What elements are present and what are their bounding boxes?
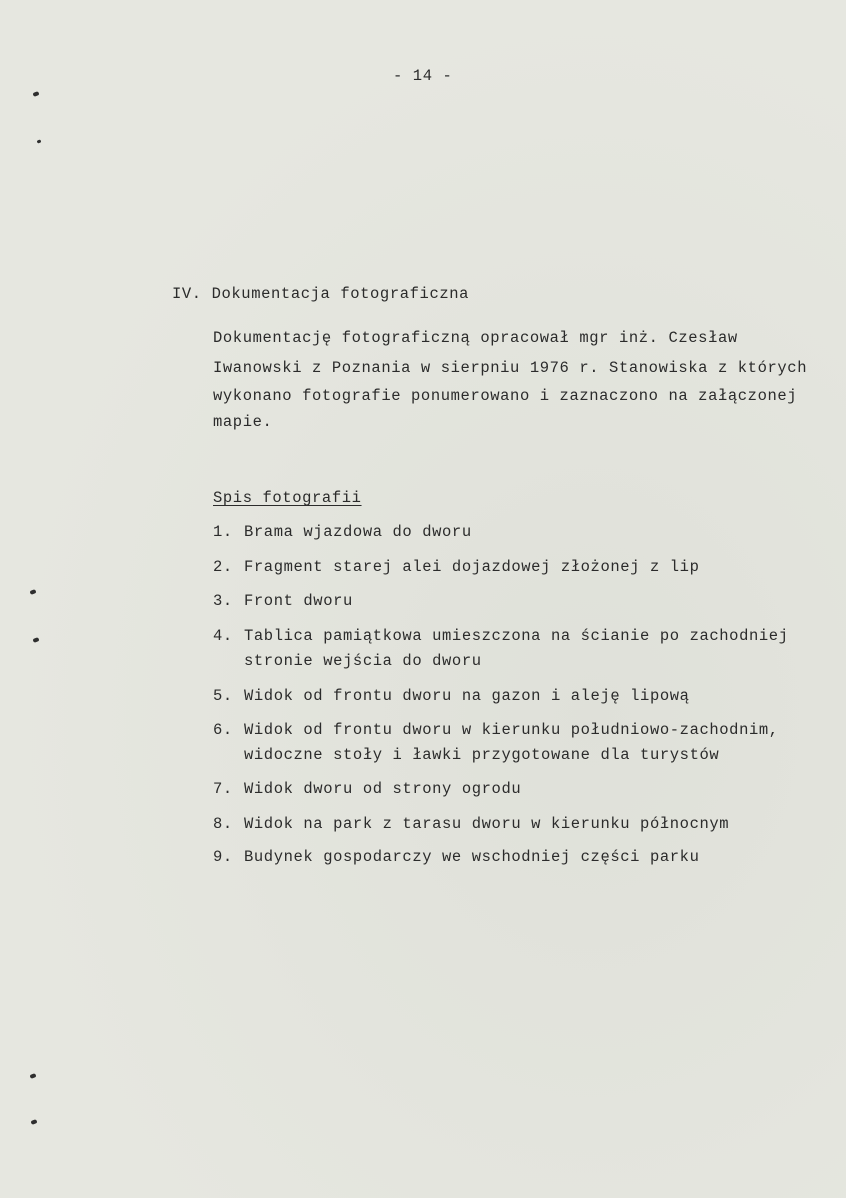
list-item-text: Fragment starej alei dojazdowej złożonej z lip xyxy=(244,558,700,576)
list-item-number: 7. xyxy=(213,780,233,798)
list-item-text: widoczne stoły i ławki przygotowane dla turystów xyxy=(244,746,720,764)
list-item-number: 3. xyxy=(213,592,233,610)
list-item-number: 4. xyxy=(213,627,233,645)
scan-mark xyxy=(32,637,39,643)
paragraph-line: Iwanowski z Poznania w sierpniu 1976 r. Stanowiska z których xyxy=(213,359,808,377)
list-item-text: Widok na park z tarasu dworu w kierunku północnym xyxy=(244,815,730,833)
list-item-text: Front dworu xyxy=(244,592,353,610)
list-item-text: Widok dworu od strony ogrodu xyxy=(244,780,522,798)
list-item-number: 8. xyxy=(213,815,233,833)
scan-mark xyxy=(29,589,36,595)
scan-mark xyxy=(30,1119,37,1125)
paragraph-line: mapie. xyxy=(213,413,273,431)
list-item-number: 5. xyxy=(213,687,233,705)
photo-list-heading: Spis fotografii xyxy=(213,489,362,507)
list-item-number: 1. xyxy=(213,523,233,541)
page-number: - 14 - xyxy=(393,67,453,85)
list-item-text: Widok od frontu dworu na gazon i aleję lipową xyxy=(244,687,690,705)
section-heading: IV. Dokumentacja fotograficzna xyxy=(172,285,470,303)
paragraph-line: wykonano fotografie ponumerowano i zaznaczono na załączonej xyxy=(213,387,798,405)
scan-mark xyxy=(37,139,42,143)
list-item-number: 6. xyxy=(213,721,233,739)
list-item-number: 2. xyxy=(213,558,233,576)
scan-mark xyxy=(29,1073,36,1079)
list-item-text: stronie wejścia do dworu xyxy=(244,652,482,670)
list-item-text: Brama wjazdowa do dworu xyxy=(244,523,472,541)
list-item-text: Tablica pamiątkowa umieszczona na ścianie po zachodniej xyxy=(244,627,789,645)
paragraph-line: Dokumentację fotograficzną opracował mgr inż. Czesław xyxy=(213,329,738,347)
list-item-text: Widok od frontu dworu w kierunku południowo-zachodnim, xyxy=(244,721,779,739)
scan-mark xyxy=(32,91,39,97)
list-item-number: 9. xyxy=(213,848,233,866)
list-item-text: Budynek gospodarczy we wschodniej części parku xyxy=(244,848,700,866)
